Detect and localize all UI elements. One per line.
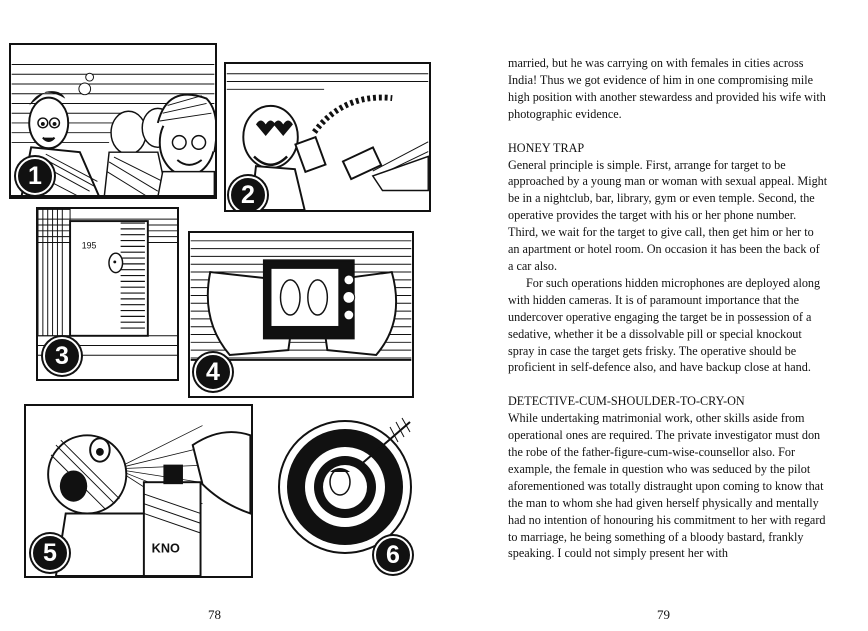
panel-number-badge: 1 [16, 157, 54, 195]
comic-panel-2 [224, 62, 431, 212]
section-heading-honey-trap: HONEY TRAP [508, 140, 585, 155]
panel-1-caption-strip [11, 195, 215, 197]
paragraph: General principle is simple. First, arrange for target to be approached by a young man or woman with sexual appeal. Might be in a nightclub, bar, library, gym or even temple. Second, the operative provides the target with his or her phone number. Third, we wait for the target to give call, then get him or her to an apartment or hotel room. On occasion it has been the back of a car also. [508, 157, 828, 273]
panel-number-badge: 2 [229, 176, 267, 212]
page-number-left: 78 [208, 607, 221, 622]
comic-panel-6 [270, 412, 420, 569]
spray-can-label: KNO [151, 541, 180, 556]
panel-number-badge: 5 [31, 534, 69, 572]
right-page [434, 0, 868, 631]
panel-number-badge: 4 [194, 353, 232, 391]
panel-number-badge: 3 [43, 337, 81, 375]
comic-panel-3 [36, 207, 179, 381]
panel-number-badge: 6 [374, 536, 412, 574]
section-heading-detective: DETECTIVE-CUM-SHOULDER-TO-CRY-ON [508, 394, 745, 409]
comic-panel-1 [9, 43, 217, 199]
paragraph: For such operations hidden microphones are deployed along with hidden cameras. It is of paramount importance that the undercover operative engaging the target be in possession of a sedative, whether it be a dissolvable pill or special knockout spray in case the target gets frisky. The operative should be proficient in self-defence also, and have backup close at hand. [508, 275, 821, 375]
intro-paragraph: married, but he was carrying on with females in cities across India! Thus we got evidence of him in one compromising mile high position with another stewardess and provided his wife with photographic evidence. [508, 56, 826, 121]
page-number-right: 79 [657, 607, 670, 622]
comic-panel-4 [188, 231, 414, 398]
paragraph: While undertaking matrimonial work, other skills aside from operational ones are required. The private investigator must don the robe of the father-figure-cum-wise-counsellor also. For example, the female in question who was seduced by the pilot aforementioned was totally distraught upon coming to know that the man to whom she had given herself physically and mentally had no intention of honouring his commitment to her with regard to marriage, he being something of a bloody bastard, frankly speaking. I could not simply present her with [508, 411, 826, 561]
door-number-sign: 195 [81, 240, 97, 251]
body-text [508, 55, 828, 562]
comic-panel-5 [24, 404, 253, 578]
